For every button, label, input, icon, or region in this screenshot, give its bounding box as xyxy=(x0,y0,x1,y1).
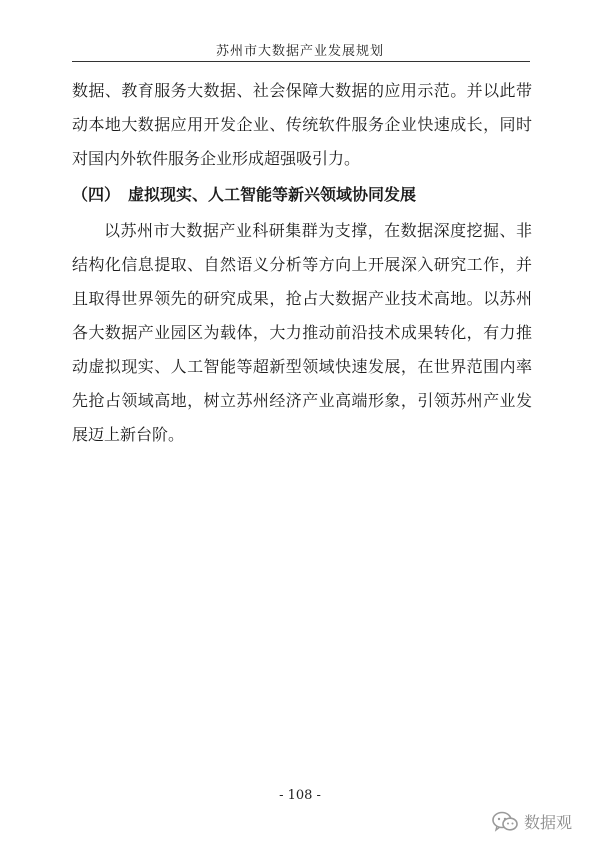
paragraph-line: 动本地大数据应用开发企业、传统软件服务企业快速成长，同时 xyxy=(72,115,532,134)
paragraph-line: 动虚拟现实、人工智能等超新型领域快速发展，在世界范围内率 xyxy=(72,357,532,376)
header-rule xyxy=(72,61,530,62)
paragraph-line: 先抢占领域高地，树立苏州经济产业高端形象，引领苏州产业发 xyxy=(72,391,532,410)
section-heading xyxy=(72,178,532,212)
paragraph-2 xyxy=(72,214,532,452)
running-header-title: 苏州市大数据产业发展规划 xyxy=(215,44,384,59)
paragraph-line: 且取得世界领先的研究成果，抢占大数据产业技术高地。以苏州 xyxy=(72,289,532,308)
page-content xyxy=(72,74,532,452)
paragraph-line: 结构化信息提取、自然语义分析等方向上开展深入研究工作，并 xyxy=(72,255,532,274)
watermark xyxy=(492,810,572,833)
wechat-icon xyxy=(492,811,518,833)
paragraph-line: 各大数据产业园区为载体，大力推动前沿技术成果转化，有力推 xyxy=(72,323,532,342)
section-number: （四） xyxy=(72,185,121,204)
paragraph-line: 对国内外软件服务企业形成超强吸引力。 xyxy=(72,149,361,168)
section-title: 虚拟现实、人工智能等新兴领域协同发展 xyxy=(128,185,417,204)
paragraph-line: 展迈上新台阶。 xyxy=(72,425,185,444)
watermark-text: 数据观 xyxy=(523,813,572,832)
paragraph-line: 以苏州市大数据产业科研集群为支撑，在数据深度挖掘、非 xyxy=(104,221,532,240)
paragraph-1 xyxy=(72,74,532,176)
page-number: - 108 - xyxy=(279,788,321,803)
paragraph-line: 数据、教育服务大数据、社会保障大数据的应用示范。并以此带 xyxy=(72,81,532,100)
